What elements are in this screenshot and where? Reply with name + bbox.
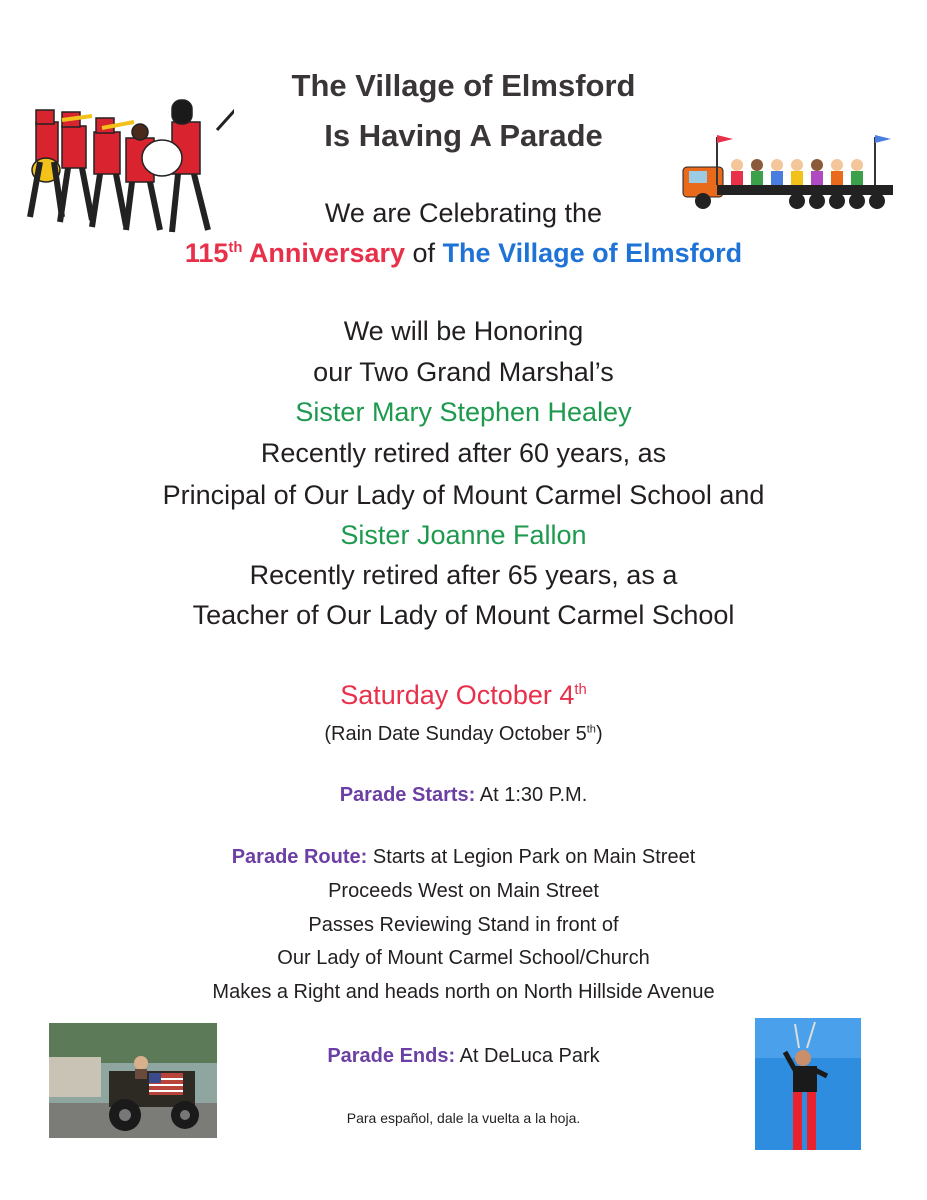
page-title-line-2: Is Having A Parade	[324, 118, 603, 153]
parade-ends-value: At DeLuca Park	[455, 1045, 600, 1067]
celebration-intro: We are Celebrating the	[324, 198, 603, 228]
parade-date-text: Saturday October 4	[340, 680, 575, 710]
parade-starts-label: Parade Starts:	[339, 784, 476, 806]
parade-date	[0, 680, 927, 711]
grand-marshal-1-line-1: Recently retired after 60 years, as	[260, 438, 667, 468]
page-title-line-1: The Village of Elmsford	[291, 68, 636, 103]
rain-date	[0, 723, 927, 746]
vintage-car-photo	[49, 1023, 217, 1138]
rain-date-suffix: th	[586, 723, 596, 736]
grand-marshal-2-line-2: Teacher of Our Lady of Mount Carmel School	[192, 600, 735, 630]
anniversary-number: 115	[184, 238, 229, 268]
spanish-note: Para español, dale la vuelta a la hoja.	[346, 1110, 581, 1126]
anniversary-suffix: th	[228, 240, 243, 256]
honoring-line-2: our Two Grand Marshal’s	[313, 357, 614, 387]
grand-marshal-2-name: Sister Joanne Fallon	[340, 520, 587, 550]
rain-date-text: (Rain Date Sunday October 5	[324, 723, 587, 745]
grand-marshal-1-line-2: Principal of Our Lady of Mount Carmel School and	[162, 480, 765, 510]
stilt-walker-photo	[755, 1018, 861, 1150]
anniversary-word: Anniversary	[242, 238, 406, 268]
parade-starts	[0, 784, 927, 807]
parade-starts-value: At 1:30 P.M.	[475, 784, 588, 806]
rain-date-close: )	[595, 723, 603, 745]
honoring-line-1: We will be Honoring	[343, 316, 584, 346]
parade-route-line-1	[0, 846, 927, 869]
parade-route-text-1: Starts at Legion Park on Main Street	[367, 846, 696, 868]
parade-route-line-3: Passes Reviewing Stand in front of	[308, 914, 619, 936]
parade-ends-label: Parade Ends:	[327, 1045, 456, 1067]
anniversary-line	[0, 238, 927, 269]
parade-route-line-4: Our Lady of Mount Carmel School/Church	[277, 947, 650, 969]
grand-marshal-2-line-1: Recently retired after 65 years, as a	[249, 560, 678, 590]
parade-date-suffix: th	[574, 682, 587, 698]
village-name: The Village of Elmsford	[442, 238, 743, 268]
parade-route-label: Parade Route:	[231, 846, 368, 868]
anniversary-of: of	[405, 238, 443, 268]
grand-marshal-1-name: Sister Mary Stephen Healey	[295, 397, 632, 427]
parade-route-line-5: Makes a Right and heads north on North Hillside Avenue	[212, 981, 715, 1003]
parade-route-line-2: Proceeds West on Main Street	[328, 880, 599, 902]
